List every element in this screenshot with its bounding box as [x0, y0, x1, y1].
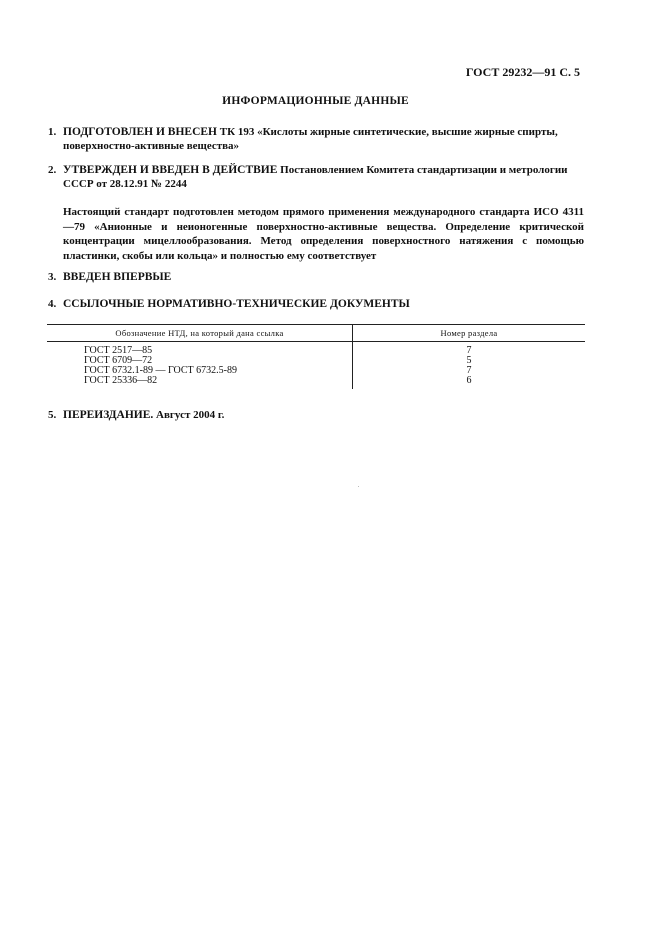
section-number: 5.	[48, 409, 57, 421]
document-cell: ГОСТ 6732.1-89 — ГОСТ 6732.5-89	[47, 366, 353, 376]
section-heading: ПЕРЕИЗДАНИЕ.	[63, 409, 154, 421]
column-header-section: Номер раздела	[353, 325, 586, 342]
document-cell: ГОСТ 2517—85	[47, 342, 353, 357]
section-4	[48, 297, 584, 311]
section-number-cell: 7	[466, 365, 472, 376]
section-text-continued: поверхностно-активные вещества»	[63, 140, 240, 152]
standard-note: Настоящий стандарт подготовлен методом прямого применения международного стандарта ИСО 4311—79 «Анионные и неионогенные поверхностно-активные вещества. Определение критической концентрации мицеллообразования. Метод определения поверхностного натяжения с помощью пластинки, скобы или кольца» и полностью ему соответствует	[63, 206, 584, 262]
section-1	[48, 125, 584, 153]
section-number: 3.	[48, 271, 57, 283]
section-text: Постановлением Комитета стандартизации и метрологии	[277, 164, 568, 176]
section-number-cell: 7	[466, 345, 472, 356]
section-heading: ССЫЛОЧНЫЕ НОРМАТИВНО-ТЕХНИЧЕСКИЕ ДОКУМЕНТЫ	[63, 298, 410, 310]
scan-speck	[358, 486, 359, 487]
section-3	[48, 270, 584, 284]
section-text: ТК 193 «Кислоты жирные синтетические, высшие жирные спирты,	[217, 126, 558, 138]
table-header-row	[47, 325, 585, 342]
section-number: 1.	[48, 126, 57, 138]
section-heading: ПОДГОТОВЛЕН И ВНЕСЕН	[63, 126, 217, 138]
section-text: Август 2004 г.	[153, 409, 225, 421]
document-cell: ГОСТ 25336—82	[47, 376, 353, 389]
section-5	[48, 408, 584, 422]
table-row	[47, 342, 585, 357]
page-title: ИНФОРМАЦИОННЫЕ ДАННЫЕ	[222, 95, 409, 107]
section-text-continued: СССР от 28.12.91 № 2244	[63, 178, 187, 190]
column-header-document: Обозначение НТД, на который дана ссылка	[47, 325, 353, 342]
section-number-cell: 5	[466, 355, 472, 366]
section-heading: УТВЕРЖДЕН И ВВЕДЕН В ДЕЙСТВИЕ	[63, 164, 278, 176]
section-heading: ВВЕДЕН ВПЕРВЫЕ	[63, 271, 172, 283]
section-number-cell: 6	[466, 375, 472, 386]
section-number: 4.	[48, 298, 57, 310]
section-number: 2.	[48, 164, 57, 176]
reference-documents-table	[47, 324, 585, 389]
table-row	[47, 376, 585, 389]
document-cell: ГОСТ 6709—72	[47, 356, 353, 366]
section-2	[48, 163, 584, 191]
page-header-doc-ref: ГОСТ 29232—91 С. 5	[465, 65, 580, 79]
